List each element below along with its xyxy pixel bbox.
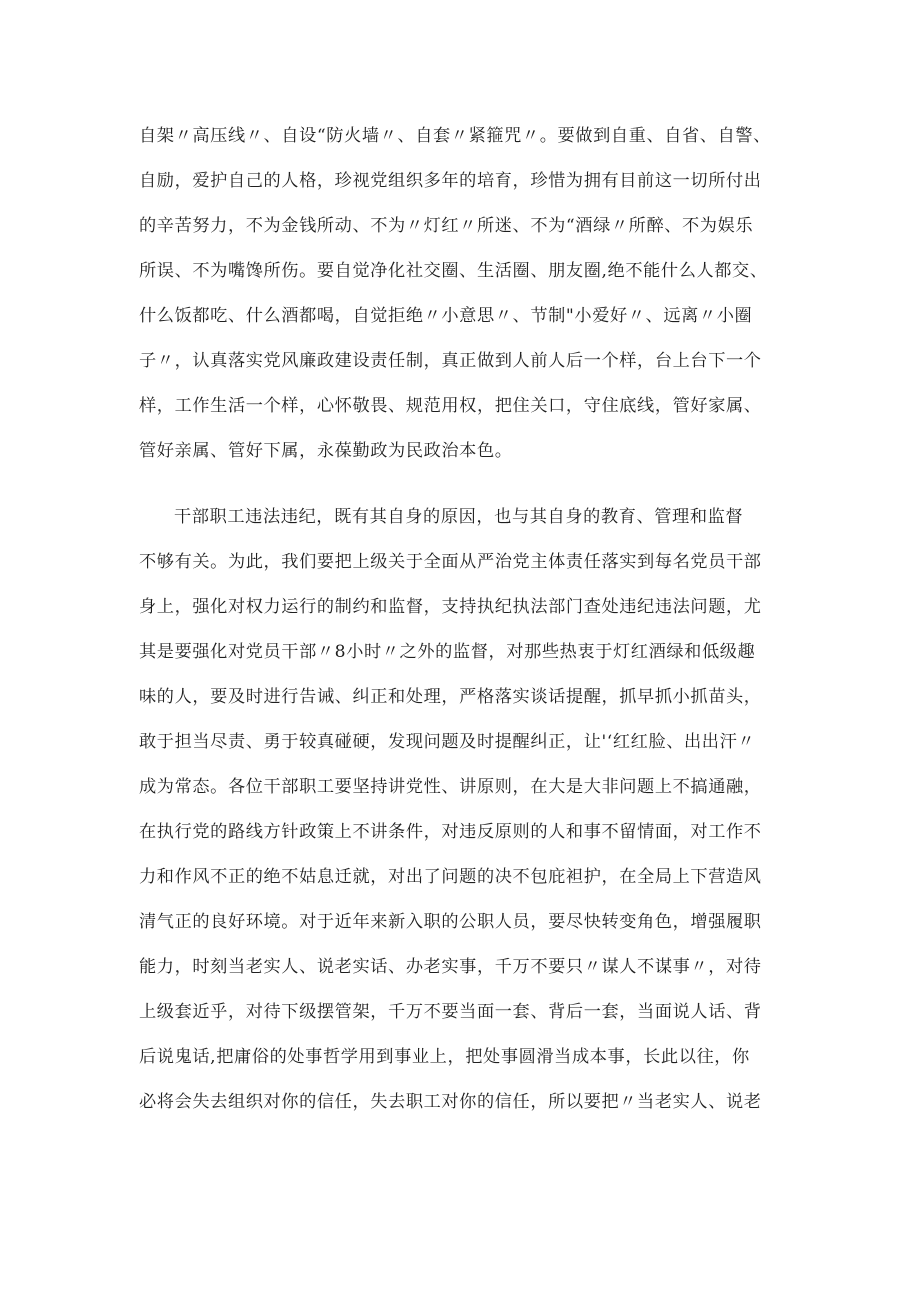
paragraph-1-line-7: 样，工作生活一个样，心怀敬畏、规范用权，把住关口，守住底线，管好家属、: [139, 396, 762, 416]
paragraph-2-line-13: 后说鬼话,把庸俗的处事哲学用到事业上，把处事圆滑当成本事，长此以往，你: [139, 1047, 750, 1067]
paragraph-2-line-5: 味的人，要及时进行告诫、纠正和处理，严格落实谈话提醒，抓早抓小抓苗头，: [139, 687, 762, 707]
paragraph-2-line-6: 敢于担当尽责、勇于较真碰硬，发现问题及时提醒纠正，让'‘红红脸、出出汗〃: [139, 732, 756, 752]
paragraph-1-line-3: 的辛苦努力，不为金钱所动、不为〃灯红〃所迷、不为“酒绿〃所醉、不为娱乐: [139, 216, 754, 236]
paragraph-2-line-9: 力和作风不正的绝不姑息迁就，对出了问题的决不包庇袒护，在全局上下营造风: [139, 867, 762, 887]
paragraph-1-line-1: 自架〃高压线〃、自设“防火墙〃、自套〃紧箍咒〃。要做到自重、自省、自警、: [139, 126, 771, 146]
paragraph-1-line-5: 什么饭都吃、什么酒都喝，自觉拒绝〃小意思〃、节制"小爱好〃、远离〃小圈: [139, 306, 753, 326]
paragraph-1-line-2: 自励，爱护自己的人格，珍视党组织多年的培育，珍惜为拥有目前这一切所付出: [139, 171, 762, 191]
paragraph-2-line-14: 必将会失去组织对你的信任，失去职工对你的信任，所以要把〃当老实人、说老: [139, 1092, 762, 1112]
paragraph-2-line-3: 身上，强化对权力运行的制约和监督，支持执纪执法部门查处违纪违法问题，尤: [139, 597, 762, 617]
paragraph-2-line-7: 成为常态。各位干部职工要坚持讲党性、讲原则，在大是大非问题上不搞通融，: [139, 777, 762, 797]
paragraph-2-line-8: 在执行党的路线方针政策上不讲条件，对违反原则的人和事不留情面，对工作不: [139, 822, 762, 842]
paragraph-2-line-1: 干部职工违法违纪，既有其自身的原因，也与其自身的教育、管理和监督: [174, 507, 744, 527]
paragraph-1-line-8: 管好亲属、管好下属，永葆勤政为民政治本色。: [139, 441, 513, 461]
paragraph-2-line-4: 其是要强化对党员干部〃8小时〃之外的监督，对那些热衷于灯红酒绿和低级趣: [139, 642, 756, 662]
paragraph-2-line-12: 上级套近乎，对待下级摆管架，千万不要当面一套、背后一套，当面说人话、背: [139, 1002, 762, 1022]
paragraph-2-line-2: 不够有关。为此，我们要把上级关于全面从严治党主体责任落实到每名党员干部: [139, 552, 762, 572]
paragraph-2-line-11: 能力，时刻当老实人、说老实话、办老实事，千万不要只〃谋人不谋事〃，对待: [139, 957, 762, 977]
paragraph-1-line-6: 子〃，认真落实党风廉政建设责任制，真正做到人前人后一个样，台上台下一个: [139, 351, 762, 371]
paragraph-2-line-10: 清气正的良好环境。对于近年来新入职的公职人员，要尽快转变角色，增强履职: [139, 912, 762, 932]
paragraph-1-line-4: 所误、不为嘴馋所伤。要自觉净化社交圈、生活圈、朋友圈,绝不能什么人都交、: [139, 261, 768, 281]
